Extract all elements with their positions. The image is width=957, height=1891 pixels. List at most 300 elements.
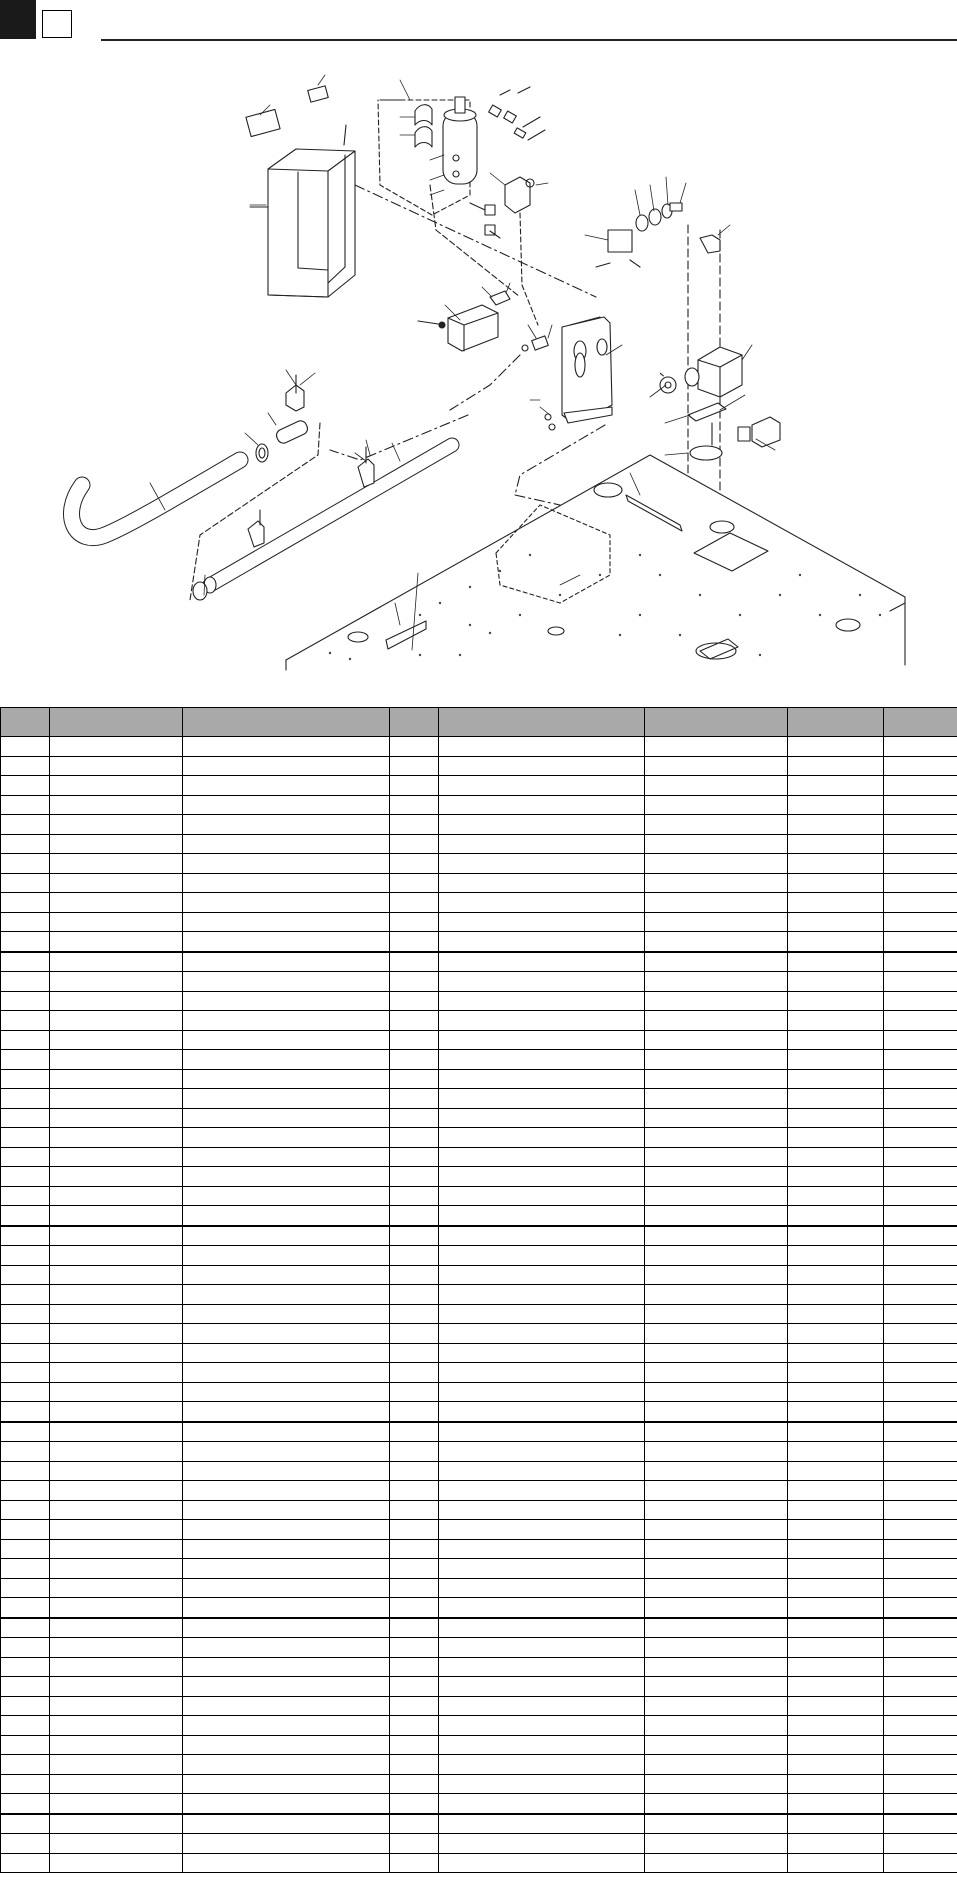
table-cell: [183, 952, 390, 972]
label-plate-a: [246, 109, 280, 136]
table-cell: [1, 1559, 50, 1579]
table-cell: [788, 1578, 884, 1598]
table-row: [1, 1147, 957, 1167]
table-cell: [1, 1638, 50, 1658]
table-cell: [183, 1735, 390, 1755]
table-cell: [645, 1050, 788, 1070]
table-cell: [439, 912, 645, 932]
table-cell: [439, 815, 645, 835]
table-cell: [183, 737, 390, 757]
table-cell: [788, 1774, 884, 1794]
table-cell: [884, 1402, 957, 1422]
table-cell: [390, 1265, 439, 1285]
table-cell: [390, 1382, 439, 1402]
mounting-plate: [562, 317, 612, 423]
table-cell: [439, 737, 645, 757]
table-cell: [788, 795, 884, 815]
table-cell: [390, 1716, 439, 1736]
table-cell: [645, 1677, 788, 1697]
table-cell: [645, 1422, 788, 1442]
table-cell: [50, 1285, 183, 1305]
table-cell: [884, 1069, 957, 1089]
table-cell: [439, 1794, 645, 1814]
screw-a: [344, 125, 346, 145]
table-cell: [50, 1186, 183, 1206]
table-cell: [884, 776, 957, 796]
table-cell: [788, 991, 884, 1011]
table-cell: [183, 834, 390, 854]
table-cell: [645, 932, 788, 952]
table-cell: [884, 1834, 957, 1854]
table-cell: [645, 1089, 788, 1109]
table-row: [1, 972, 957, 992]
table-cell: [183, 1206, 390, 1226]
table-cell: [1, 1774, 50, 1794]
table-cell: [439, 1226, 645, 1246]
table-cell: [390, 1442, 439, 1462]
table-cell: [788, 1422, 884, 1442]
table-cell: [788, 1461, 884, 1481]
table-cell: [183, 1304, 390, 1324]
table-cell: [50, 1618, 183, 1638]
table-cell: [390, 1735, 439, 1755]
table-cell: [50, 1598, 183, 1618]
table-row: [1, 1755, 957, 1775]
table-cell: [788, 1285, 884, 1305]
table-cell: [788, 1755, 884, 1775]
table-row: [1, 1304, 957, 1324]
table-cell: [884, 1853, 957, 1873]
table-cell: [390, 1050, 439, 1070]
table-cell: [645, 1285, 788, 1305]
table-cell: [50, 1520, 183, 1540]
table-cell: [788, 1206, 884, 1226]
header-rule: [101, 39, 957, 41]
table-cell: [50, 1206, 183, 1226]
table-cell: [788, 1382, 884, 1402]
table-cell: [788, 893, 884, 913]
table-cell: [183, 1402, 390, 1422]
table-cell: [439, 1618, 645, 1638]
table-cell: [645, 912, 788, 932]
table-cell: [884, 737, 957, 757]
table-cell: [183, 795, 390, 815]
table-cell: [884, 1343, 957, 1363]
table-cell: [50, 1834, 183, 1854]
table-row: [1, 1265, 957, 1285]
table-cell: [50, 1050, 183, 1070]
table-cell: [439, 795, 645, 815]
table-cell: [788, 1520, 884, 1540]
table-cell: [439, 1598, 645, 1618]
table-cell: [183, 1324, 390, 1344]
table-row: [1, 1461, 957, 1481]
table-cell: [788, 972, 884, 992]
table-cell: [1, 815, 50, 835]
table-row: [1, 1285, 957, 1305]
column-header: [390, 708, 439, 737]
table-cell: [439, 991, 645, 1011]
table-row: [1, 1834, 957, 1854]
table-row: [1, 1716, 957, 1736]
table-cell: [50, 1559, 183, 1579]
table-cell: [788, 1363, 884, 1383]
column-header: [788, 708, 884, 737]
table-cell: [390, 1618, 439, 1638]
table-cell: [884, 1128, 957, 1148]
column-header: [439, 708, 645, 737]
table-cell: [645, 1481, 788, 1501]
table-cell: [1, 1011, 50, 1031]
table-row: [1, 1657, 957, 1677]
table-cell: [390, 1343, 439, 1363]
table-cell: [1, 1285, 50, 1305]
table-cell: [183, 893, 390, 913]
table-cell: [1, 1520, 50, 1540]
table-cell: [50, 1696, 183, 1716]
table-row: [1, 1089, 957, 1109]
table-cell: [788, 1324, 884, 1344]
table-row: [1, 1167, 957, 1187]
table-cell: [439, 1069, 645, 1089]
table-cell: [884, 1030, 957, 1050]
table-cell: [50, 1402, 183, 1422]
table-cell: [50, 1735, 183, 1755]
table-cell: [788, 1638, 884, 1658]
table-cell: [645, 952, 788, 972]
table-cell: [884, 1363, 957, 1383]
table-row: [1, 1402, 957, 1422]
table-cell: [1, 1304, 50, 1324]
table-cell: [645, 1226, 788, 1246]
table-cell: [645, 1069, 788, 1089]
valve-block: [470, 177, 538, 325]
table-cell: [439, 1559, 645, 1579]
table-cell: [884, 1011, 957, 1031]
table-cell: [439, 776, 645, 796]
table-row: [1, 873, 957, 893]
table-row: [1, 1363, 957, 1383]
table-cell: [50, 1226, 183, 1246]
table-cell: [884, 1774, 957, 1794]
exploded-parts-diagram: [0, 55, 957, 675]
table-cell: [390, 1481, 439, 1501]
table-cell: [645, 1382, 788, 1402]
table-cell: [390, 912, 439, 932]
table-row: [1, 991, 957, 1011]
table-cell: [183, 1853, 390, 1873]
table-cell: [390, 1755, 439, 1775]
table-cell: [1, 1618, 50, 1638]
table-cell: [439, 1011, 645, 1031]
table-cell: [390, 1108, 439, 1128]
table-cell: [884, 1578, 957, 1598]
table-cell: [50, 972, 183, 992]
table-cell: [183, 1382, 390, 1402]
table-row: [1, 1677, 957, 1697]
table-cell: [884, 1324, 957, 1344]
table-row: [1, 1638, 957, 1658]
table-row: [1, 756, 957, 776]
table-cell: [50, 1481, 183, 1501]
table-cell: [50, 1265, 183, 1285]
table-cell: [50, 1363, 183, 1383]
table-cell: [788, 1030, 884, 1050]
table-cell: [884, 1539, 957, 1559]
table-cell: [645, 1500, 788, 1520]
table-cell: [1, 1657, 50, 1677]
table-cell: [645, 1834, 788, 1854]
table-cell: [439, 1402, 645, 1422]
table-cell: [788, 1834, 884, 1854]
table-cell: [645, 1794, 788, 1814]
table-cell: [1, 893, 50, 913]
table-cell: [50, 854, 183, 874]
table-cell: [390, 1011, 439, 1031]
small-bracket: [688, 403, 726, 460]
table-cell: [1, 1677, 50, 1697]
table-cell: [645, 1853, 788, 1873]
table-cell: [884, 1696, 957, 1716]
table-cell: [1, 1324, 50, 1344]
table-cell: [884, 1226, 957, 1246]
table-cell: [788, 1677, 884, 1697]
table-row: [1, 1050, 957, 1070]
table-cell: [788, 1167, 884, 1187]
table-cell: [1, 1402, 50, 1422]
table-cell: [788, 1050, 884, 1070]
table-cell: [50, 932, 183, 952]
table-cell: [884, 1598, 957, 1618]
table-cell: [1, 1598, 50, 1618]
table-cell: [390, 932, 439, 952]
table-cell: [645, 1186, 788, 1206]
table-cell: [183, 1108, 390, 1128]
pump: [660, 347, 742, 397]
table-cell: [645, 1755, 788, 1775]
table-cell: [439, 1442, 645, 1462]
table-cell: [645, 1520, 788, 1540]
table-cell: [788, 756, 884, 776]
table-cell: [439, 1265, 645, 1285]
table-cell: [884, 1735, 957, 1755]
table-cell: [884, 1050, 957, 1070]
table-cell: [183, 1343, 390, 1363]
table-cell: [439, 1578, 645, 1598]
table-cell: [1, 1794, 50, 1814]
table-cell: [1, 1853, 50, 1873]
table-cell: [183, 756, 390, 776]
table-cell: [884, 1285, 957, 1305]
table-cell: [390, 1226, 439, 1246]
table-cell: [884, 893, 957, 913]
table-cell: [50, 815, 183, 835]
table-cell: [645, 1618, 788, 1638]
table-cell: [884, 1304, 957, 1324]
table-cell: [439, 972, 645, 992]
table-cell: [183, 1089, 390, 1109]
table-cell: [884, 873, 957, 893]
table-cell: [390, 991, 439, 1011]
table-cell: [183, 1461, 390, 1481]
table-cell: [645, 1011, 788, 1031]
table-cell: [788, 1147, 884, 1167]
table-cell: [183, 1755, 390, 1775]
table-row: [1, 776, 957, 796]
table-cell: [1, 1186, 50, 1206]
table-cell: [645, 834, 788, 854]
table-cell: [50, 873, 183, 893]
table-cell: [183, 1422, 390, 1442]
table-cell: [390, 1853, 439, 1873]
table-cell: [645, 1716, 788, 1736]
table-cell: [50, 1442, 183, 1462]
table-cell: [439, 1735, 645, 1755]
table-cell: [390, 1500, 439, 1520]
table-cell: [884, 834, 957, 854]
column-header: [1, 708, 50, 737]
table-cell: [183, 932, 390, 952]
table-cell: [50, 1500, 183, 1520]
table-cell: [1, 1246, 50, 1266]
table-cell: [1, 737, 50, 757]
table-cell: [50, 1089, 183, 1109]
table-cell: [1, 1108, 50, 1128]
table-cell: [390, 1324, 439, 1344]
table-row: [1, 1481, 957, 1501]
table-row: [1, 1696, 957, 1716]
table-cell: [788, 1657, 884, 1677]
table-cell: [390, 1539, 439, 1559]
table-cell: [50, 893, 183, 913]
table-cell: [788, 854, 884, 874]
table-cell: [390, 1638, 439, 1658]
table-cell: [390, 1422, 439, 1442]
table-row: [1, 1324, 957, 1344]
table-cell: [884, 1442, 957, 1462]
table-cell: [884, 1265, 957, 1285]
table-cell: [390, 1559, 439, 1579]
table-cell: [390, 737, 439, 757]
tray: [418, 291, 510, 351]
table-row: [1, 1618, 957, 1638]
table-cell: [50, 1011, 183, 1031]
table-cell: [645, 1324, 788, 1344]
table-cell: [50, 1108, 183, 1128]
table-cell: [1, 776, 50, 796]
table-cell: [183, 1677, 390, 1697]
table-cell: [439, 1696, 645, 1716]
table-row: [1, 1735, 957, 1755]
table-cell: [645, 1147, 788, 1167]
table-cell: [390, 1186, 439, 1206]
table-cell: [183, 1794, 390, 1814]
table-cell: [390, 1147, 439, 1167]
table-cell: [439, 1461, 645, 1481]
table-cell: [183, 1128, 390, 1148]
table-cell: [50, 1324, 183, 1344]
table-cell: [390, 1520, 439, 1540]
table-cell: [788, 1226, 884, 1246]
table-cell: [884, 1461, 957, 1481]
table-cell: [884, 1382, 957, 1402]
table-cell: [183, 1500, 390, 1520]
clamp-left: [286, 375, 304, 411]
table-cell: [390, 776, 439, 796]
table-cell: [645, 756, 788, 776]
table-cell: [1, 1814, 50, 1834]
table-cell: [390, 1657, 439, 1677]
table-cell: [50, 1539, 183, 1559]
table-cell: [788, 1343, 884, 1363]
table-cell: [439, 1834, 645, 1854]
table-cell: [50, 1167, 183, 1187]
table-row: [1, 1520, 957, 1540]
table-cell: [183, 1363, 390, 1383]
table-cell: [1, 1089, 50, 1109]
table-cell: [439, 1050, 645, 1070]
table-cell: [884, 1657, 957, 1677]
table-cell: [788, 1559, 884, 1579]
table-cell: [645, 1638, 788, 1658]
table-cell: [788, 1442, 884, 1462]
table-cell: [1, 1226, 50, 1246]
table-cell: [645, 1598, 788, 1618]
table-cell: [884, 1206, 957, 1226]
table-cell: [439, 1755, 645, 1775]
table-cell: [439, 1089, 645, 1109]
table-row: [1, 1559, 957, 1579]
bottle: [443, 112, 477, 184]
table-cell: [390, 1363, 439, 1383]
table-cell: [50, 1716, 183, 1736]
table-cell: [390, 1167, 439, 1187]
table-cell: [50, 1578, 183, 1598]
table-cell: [439, 1774, 645, 1794]
table-cell: [645, 1735, 788, 1755]
table-cell: [645, 776, 788, 796]
table-cell: [788, 1402, 884, 1422]
table-cell: [50, 1422, 183, 1442]
table-cell: [645, 1128, 788, 1148]
table-cell: [788, 1304, 884, 1324]
table-cell: [439, 952, 645, 972]
table-cell: [884, 1559, 957, 1579]
table-row: [1, 854, 957, 874]
section-tab-marker: [0, 0, 36, 39]
table-cell: [183, 1696, 390, 1716]
table-cell: [788, 1539, 884, 1559]
table-cell: [788, 1089, 884, 1109]
table-cell: [50, 991, 183, 1011]
table-cell: [183, 1559, 390, 1579]
table-cell: [884, 1481, 957, 1501]
table-cell: [50, 1794, 183, 1814]
table-cell: [183, 776, 390, 796]
table-cell: [183, 1186, 390, 1206]
table-cell: [183, 991, 390, 1011]
table-cell: [183, 854, 390, 874]
table-cell: [439, 1363, 645, 1383]
table-row: [1, 1578, 957, 1598]
table-cell: [1, 1500, 50, 1520]
table-cell: [439, 1520, 645, 1540]
table-cell: [1, 1128, 50, 1148]
table-cell: [884, 815, 957, 835]
table-cell: [390, 1089, 439, 1109]
table-cell: [183, 1520, 390, 1540]
table-cell: [1, 1069, 50, 1089]
